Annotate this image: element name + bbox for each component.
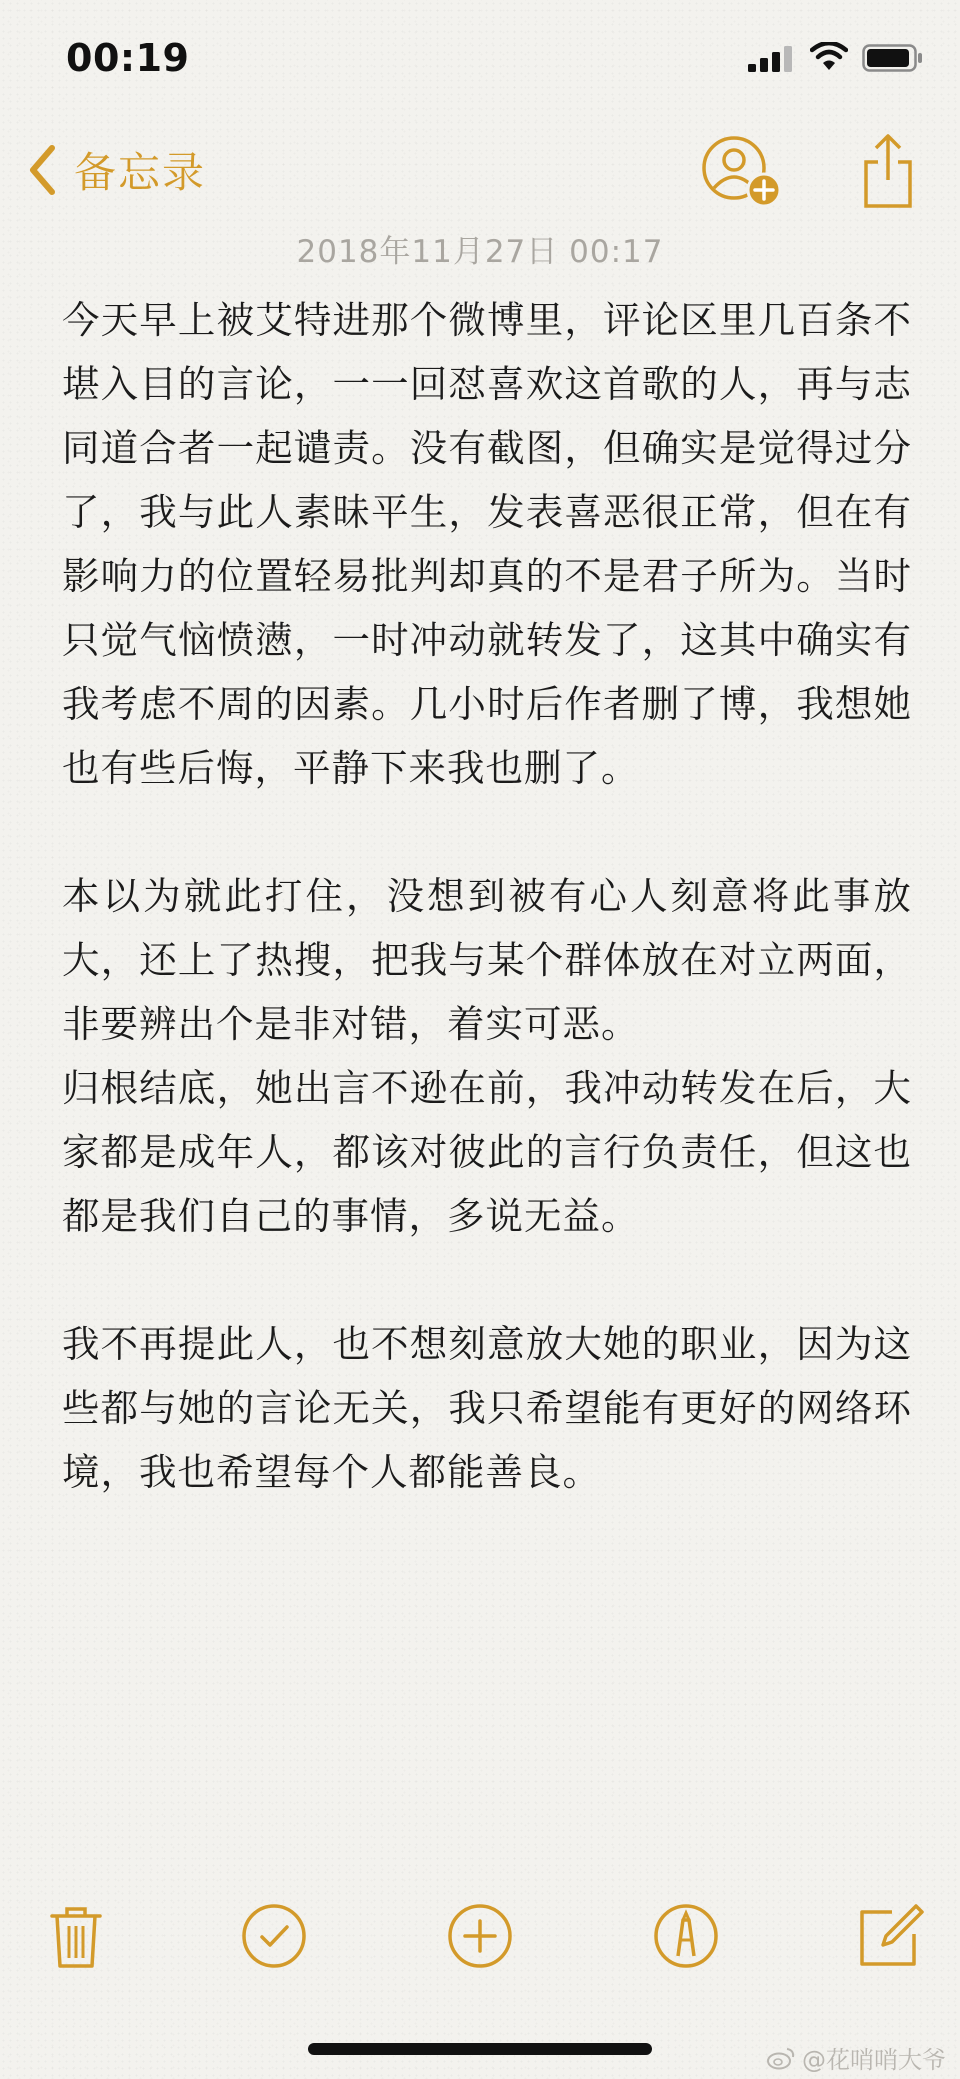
paragraph-gap [62, 1248, 912, 1312]
bottom-toolbar [0, 1900, 960, 1984]
cellular-signal-icon [748, 46, 794, 72]
note-paragraph: 本以为就此打住，没想到被有心人刻意将此事放大，还上了热搜，把我与某个群体放在对立两面，非要辨出个是非对错，着实可恶。 [62, 874, 912, 1046]
paragraph-gap [62, 800, 912, 864]
add-icon[interactable] [444, 1900, 516, 1972]
home-indicator[interactable] [308, 2043, 652, 2055]
markup-icon[interactable] [650, 1900, 722, 1972]
battery-icon [862, 44, 924, 72]
watermark [766, 2040, 946, 2075]
back-label: 备忘录 [74, 148, 207, 197]
note-paragraph: 归根结底，她出言不逊在前，我冲动转发在后，大家都是成年人，都该对彼此的言行负责任，但这也都是我们自己的事情，多说无益。 [62, 1066, 912, 1238]
note-body[interactable] [62, 288, 912, 1504]
note-date: 2018年11月27日 00:17 [296, 234, 664, 270]
add-people-icon[interactable] [700, 130, 784, 214]
chevron-left-icon [28, 144, 56, 196]
trash-icon[interactable] [40, 1900, 112, 1972]
status-time: 00:19 [66, 36, 190, 80]
back-button[interactable] [28, 140, 206, 200]
weibo-logo-icon [766, 2046, 796, 2070]
share-icon[interactable] [862, 132, 914, 210]
status-bar [0, 0, 960, 110]
wifi-icon [810, 42, 848, 72]
nav-bar [0, 120, 960, 220]
note-paragraph: 今天早上被艾特进那个微博里，评论区里几百条不堪入目的言论，一一回怼喜欢这首歌的人，再与志同道合者一起谴责。没有截图，但确实是觉得过分了，我与此人素昧平生，发表喜恶很正常，但在有影响力的位置轻易批判却真的不是君子所为。当时只觉气恼愤懑，一时冲动就转发了，这其中确实有我考虑不周的因素。几小时后作者删了博，我想她也有些后悔，平静下来我也删了。 [62, 298, 912, 790]
watermark-text: @花哨哨大爷 [802, 2046, 946, 2074]
compose-icon[interactable] [854, 1900, 926, 1972]
checklist-icon[interactable] [238, 1900, 310, 1972]
note-paragraph: 我不再提此人，也不想刻意放大她的职业，因为这些都与她的言论无关，我只希望能有更好的网络环境，我也希望每个人都能善良。 [62, 1322, 912, 1494]
